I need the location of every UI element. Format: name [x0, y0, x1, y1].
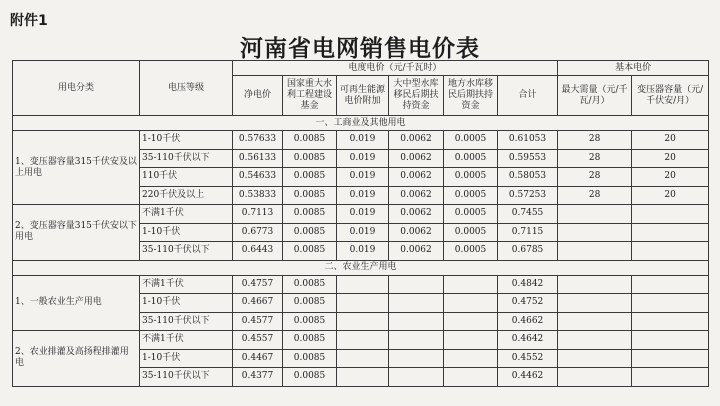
total-cell: 0.4842: [498, 275, 558, 294]
fund-large-reservoir-cell: 0.0062: [389, 168, 444, 187]
fund-renewable-cell: 0.019: [337, 149, 389, 168]
category-cell: 1、变压器容量315千伏安及以上用电: [13, 131, 140, 205]
fund-renewable-cell: 0.019: [337, 205, 389, 224]
voltage-cell: 不满1千伏: [140, 275, 233, 294]
fund-renewable-cell: 0.019: [337, 223, 389, 242]
voltage-cell: 35-110千伏以下: [140, 149, 233, 168]
capacity-cell: [632, 242, 709, 261]
table-row: [13, 275, 709, 294]
capacity-cell: [632, 349, 709, 368]
net-price-cell: 0.53833: [233, 186, 283, 205]
fund-large-reservoir-cell: [389, 331, 444, 350]
fund-large-reservoir-cell: [389, 349, 444, 368]
max-demand-cell: [558, 205, 632, 224]
total-cell: 0.57253: [498, 186, 558, 205]
fund-local-reservoir-cell: [444, 294, 498, 313]
fund-renewable-cell: [337, 349, 389, 368]
max-demand-cell: 28: [558, 186, 632, 205]
header-fund-water: 国家重大水利工程建设基金: [283, 76, 337, 116]
max-demand-cell: 28: [558, 168, 632, 187]
fund-large-reservoir-cell: 0.0062: [389, 186, 444, 205]
voltage-cell: 1-10千伏: [140, 223, 233, 242]
fund-large-reservoir-cell: [389, 275, 444, 294]
max-demand-cell: [558, 368, 632, 387]
header-fund-large-reservoir: 大中型水库移民后期扶持资金: [389, 76, 444, 116]
capacity-cell: [632, 223, 709, 242]
voltage-cell: 1-10千伏: [140, 349, 233, 368]
fund-renewable-cell: 0.019: [337, 186, 389, 205]
attachment-label: 附件1: [10, 13, 48, 29]
voltage-cell: 不满1千伏: [140, 331, 233, 350]
capacity-cell: [632, 275, 709, 294]
header-capacity: 变压器容量（元/千伏安/月）: [632, 76, 709, 116]
total-cell: 0.7455: [498, 205, 558, 224]
fund-water-cell: 0.0085: [283, 205, 337, 224]
total-cell: 0.4662: [498, 312, 558, 331]
header-max-demand: 最大需量（元/千瓦/月）: [558, 76, 632, 116]
net-price-cell: 0.7113: [233, 205, 283, 224]
net-price-cell: 0.56133: [233, 149, 283, 168]
section-title: 一、工商业及其他用电: [13, 116, 709, 131]
fund-water-cell: 0.0085: [283, 149, 337, 168]
fund-renewable-cell: [337, 331, 389, 350]
max-demand-cell: [558, 331, 632, 350]
fund-water-cell: 0.0085: [283, 186, 337, 205]
section-title: 二、农业生产用电: [13, 260, 709, 275]
net-price-cell: 0.4467: [233, 349, 283, 368]
total-cell: 0.59553: [498, 149, 558, 168]
fund-renewable-cell: [337, 275, 389, 294]
fund-local-reservoir-cell: 0.0005: [444, 223, 498, 242]
header-fund-renewable: 可再生能源电价附加: [337, 76, 389, 116]
max-demand-cell: [558, 223, 632, 242]
fund-local-reservoir-cell: 0.0005: [444, 205, 498, 224]
category-cell: 2、农业排灌及高扬程排灌用电: [13, 331, 140, 387]
fund-local-reservoir-cell: 0.0005: [444, 168, 498, 187]
header-voltage: 电压等级: [140, 61, 233, 116]
category-cell: 2、变压器容量315千伏安以下用电: [13, 205, 140, 261]
net-price-cell: 0.4757: [233, 275, 283, 294]
voltage-cell: 220千伏及以上: [140, 186, 233, 205]
fund-water-cell: 0.0085: [283, 131, 337, 150]
fund-large-reservoir-cell: [389, 312, 444, 331]
voltage-cell: 35-110千伏以下: [140, 312, 233, 331]
net-price-cell: 0.57633: [233, 131, 283, 150]
fund-water-cell: 0.0085: [283, 294, 337, 313]
max-demand-cell: [558, 294, 632, 313]
fund-large-reservoir-cell: [389, 368, 444, 387]
fund-renewable-cell: [337, 294, 389, 313]
fund-renewable-cell: 0.019: [337, 168, 389, 187]
header-category: 用电分类: [13, 61, 140, 116]
fund-large-reservoir-cell: [389, 294, 444, 313]
fund-local-reservoir-cell: 0.0005: [444, 186, 498, 205]
fund-large-reservoir-cell: 0.0062: [389, 242, 444, 261]
fund-water-cell: 0.0085: [283, 368, 337, 387]
fund-water-cell: 0.0085: [283, 242, 337, 261]
capacity-cell: [632, 368, 709, 387]
max-demand-cell: 28: [558, 131, 632, 150]
max-demand-cell: [558, 275, 632, 294]
fund-renewable-cell: [337, 368, 389, 387]
fund-large-reservoir-cell: 0.0062: [389, 131, 444, 150]
fund-local-reservoir-cell: [444, 312, 498, 331]
capacity-cell: 20: [632, 186, 709, 205]
total-cell: 0.4462: [498, 368, 558, 387]
fund-large-reservoir-cell: 0.0062: [389, 223, 444, 242]
capacity-cell: [632, 331, 709, 350]
table-row: [13, 205, 709, 224]
fund-water-cell: 0.0085: [283, 275, 337, 294]
fund-local-reservoir-cell: 0.0005: [444, 149, 498, 168]
fund-large-reservoir-cell: 0.0062: [389, 205, 444, 224]
fund-water-cell: 0.0085: [283, 349, 337, 368]
capacity-cell: [632, 205, 709, 224]
net-price-cell: 0.4667: [233, 294, 283, 313]
category-cell: 1、一般农业生产用电: [13, 275, 140, 331]
capacity-cell: 20: [632, 168, 709, 187]
capacity-cell: [632, 294, 709, 313]
fund-local-reservoir-cell: [444, 368, 498, 387]
max-demand-cell: [558, 242, 632, 261]
voltage-cell: 35-110千伏以下: [140, 368, 233, 387]
fund-large-reservoir-cell: 0.0062: [389, 149, 444, 168]
capacity-cell: [632, 312, 709, 331]
fund-water-cell: 0.0085: [283, 168, 337, 187]
header-net-price: 净电价: [233, 76, 283, 116]
header-energy-price: 电度电价（元/千瓦时）: [233, 61, 558, 76]
capacity-cell: 20: [632, 149, 709, 168]
total-cell: 0.58053: [498, 168, 558, 187]
max-demand-cell: [558, 349, 632, 368]
table-row: [13, 131, 709, 150]
fund-water-cell: 0.0085: [283, 223, 337, 242]
voltage-cell: 110千伏: [140, 168, 233, 187]
fund-local-reservoir-cell: [444, 349, 498, 368]
net-price-cell: 0.6443: [233, 242, 283, 261]
net-price-cell: 0.4577: [233, 312, 283, 331]
section-row: [13, 116, 709, 131]
page-title: 河南省电网销售电价表: [240, 35, 480, 62]
total-cell: 0.4552: [498, 349, 558, 368]
fund-local-reservoir-cell: 0.0005: [444, 242, 498, 261]
net-price-cell: 0.54633: [233, 168, 283, 187]
total-cell: 0.6785: [498, 242, 558, 261]
fund-renewable-cell: [337, 312, 389, 331]
capacity-cell: 20: [632, 131, 709, 150]
header-basic-price: 基本电价: [558, 61, 709, 76]
table-row: [13, 331, 709, 350]
fund-local-reservoir-cell: 0.0005: [444, 131, 498, 150]
max-demand-cell: 28: [558, 149, 632, 168]
fund-renewable-cell: 0.019: [337, 131, 389, 150]
total-cell: 0.4642: [498, 331, 558, 350]
fund-local-reservoir-cell: [444, 275, 498, 294]
voltage-cell: 35-110千伏以下: [140, 242, 233, 261]
price-table: [12, 60, 709, 387]
total-cell: 0.7115: [498, 223, 558, 242]
fund-water-cell: 0.0085: [283, 312, 337, 331]
net-price-cell: 0.6773: [233, 223, 283, 242]
header-total: 合计: [498, 76, 558, 116]
voltage-cell: 1-10千伏: [140, 131, 233, 150]
header-fund-local-reservoir: 地方水库移民后期扶持资金: [444, 76, 498, 116]
total-cell: 0.4752: [498, 294, 558, 313]
max-demand-cell: [558, 312, 632, 331]
net-price-cell: 0.4377: [233, 368, 283, 387]
voltage-cell: 不满1千伏: [140, 205, 233, 224]
voltage-cell: 1-10千伏: [140, 294, 233, 313]
fund-local-reservoir-cell: [444, 331, 498, 350]
fund-renewable-cell: 0.019: [337, 242, 389, 261]
total-cell: 0.61053: [498, 131, 558, 150]
net-price-cell: 0.4557: [233, 331, 283, 350]
fund-water-cell: 0.0085: [283, 331, 337, 350]
section-row: [13, 260, 709, 275]
